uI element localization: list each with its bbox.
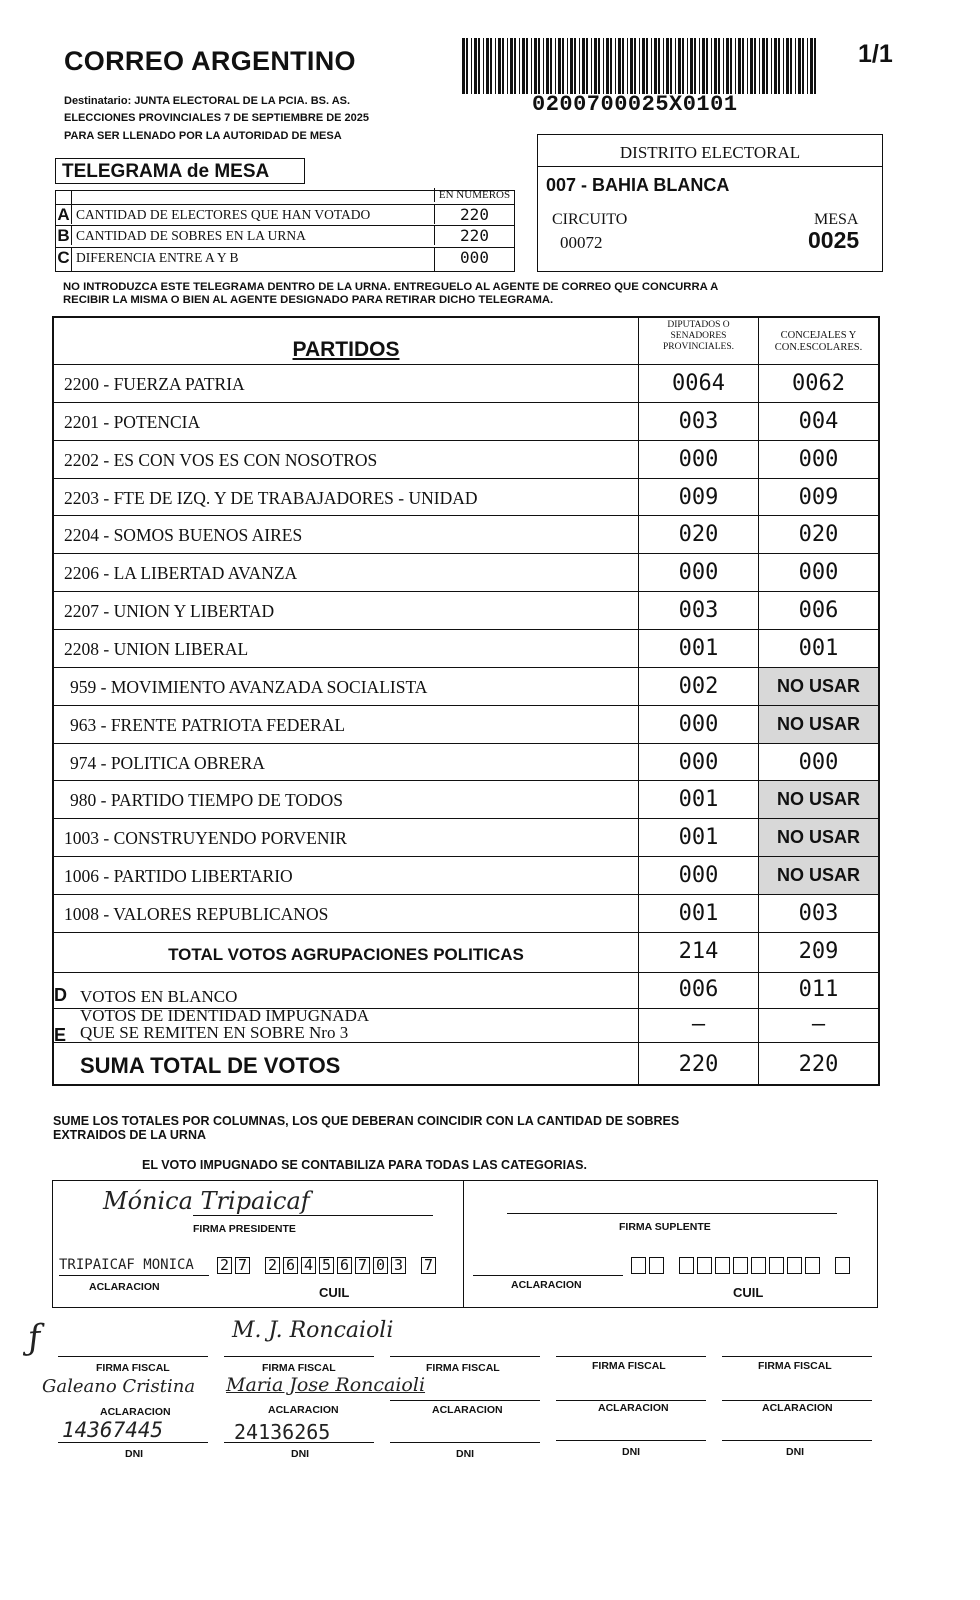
dni-label-3: DNI [456,1448,475,1460]
presidente-sign-line [193,1215,433,1216]
barcode-bar [675,38,676,94]
party-v2: NO USAR [758,819,878,856]
party-row [54,364,878,402]
party-row [54,780,878,818]
barcode-bar [486,38,489,94]
aclaracion-fiscal-2: ACLARACION [268,1404,339,1416]
circuito-label: CIRCUITO [552,211,628,228]
fiscal2-signature: M. J. Roncaioli [232,1318,394,1343]
fiscal1-aclaracion: Galeano Cristina [42,1376,196,1397]
party-v2: 009 [758,479,878,516]
firma-fiscal-1: FIRMA FISCAL [96,1362,170,1374]
party-name: 1003 - CONSTRUYENDO PORVENIR [64,828,347,849]
party-v2: 000 [758,744,878,781]
impugnada-line1: VOTOS DE IDENTIDAD IMPUGNADA [80,1006,370,1025]
cuil-empty-box[interactable] [715,1257,730,1274]
barcode-bar [699,38,700,94]
abc-label: CANTIDAD DE ELECTORES QUE HAN VOTADO [76,207,371,222]
barcode-bar [639,38,640,94]
abc-letter: A [56,205,72,224]
party-name: 963 - FRENTE PATRIOTA FEDERAL [70,714,346,735]
party-name: 2201 - POTENCIA [64,411,201,432]
abc-letter: C [56,248,72,271]
col1-line2: SENADORES [670,331,727,341]
cuil-label-1: CUIL [319,1285,350,1300]
dni-label-5: DNI [786,1446,805,1458]
barcode-bar [490,38,492,94]
cuil-empty-box[interactable] [751,1257,766,1274]
party-v2: 000 [758,554,878,591]
sume-line-1: SUME LOS TOTALES POR COLUMNAS, LOS QUE DEBERAN COINCIDIR CON LA CANTIDAD DE SOBRES [53,1114,680,1128]
barcode-bar [658,38,660,94]
aviso-line-1: NO INTRODUZCA ESTE TELEGRAMA DENTRO DE LA URNA. ENTREGUELO AL AGENTE DE CORREO QUE CONCURRA A [63,281,719,293]
barcode-bar [507,38,508,94]
presidente-name: TRIPAICAF MONICA [59,1257,194,1273]
suma-v2: 220 [758,1043,878,1086]
cuil-digit-box: 0 [373,1257,388,1274]
party-v2: 006 [758,592,878,629]
fiscal5-sign-line [722,1356,872,1357]
fiscal5-dni-line [722,1440,872,1441]
aclaracion-label-1: ACLARACION [89,1281,160,1293]
barcode-bar [474,38,477,94]
barcode-number: 0200700025X0101 [532,92,738,117]
party-v2: 020 [758,516,878,553]
cuil-empty-box[interactable] [787,1257,802,1274]
cuil-digit-box: 7 [355,1257,370,1274]
barcode-bar [654,38,657,94]
barcode-bar [694,38,696,94]
fiscal2-dni-line [224,1442,374,1443]
party-name: 2206 - LA LIBERTAD AVANZA [64,563,298,584]
blanco-v2: 011 [758,973,878,1008]
fiscal4-dni-line [556,1440,706,1441]
abc-value: 220 [434,205,514,224]
barcode-bar [783,38,784,94]
cuil-label-2: CUIL [733,1285,764,1300]
barcode-bar [687,38,688,94]
barcode-bar [555,38,556,94]
cuil-digit-box: 7 [235,1257,250,1274]
party-row [54,818,878,856]
party-row [54,515,878,553]
distrito-title: DISTRITO ELECTORAL [619,143,801,162]
brand-title: CORREO ARGENTINO [64,46,356,76]
fiscal1-sign-line [58,1356,208,1357]
suma-label: SUMA TOTAL DE VOTOS [80,1053,341,1078]
party-row [54,856,878,894]
barcode-bar [586,38,588,94]
fiscal4-sign-line [556,1356,706,1357]
impugnado-note: EL VOTO IMPUGNADO SE CONTABILIZA PARA TODAS LAS CATEGORIAS. [142,1158,587,1172]
party-v1: 009 [638,479,758,516]
cuil-empty-box[interactable] [805,1257,820,1274]
elecciones: ELECCIONES PROVINCIALES 7 DE SEPTIEMBRE DE 2025 [64,112,370,124]
barcode-bar [690,38,693,94]
barcode-bar [646,38,648,94]
barcode-bar [735,38,736,94]
suplente-sign-line [507,1213,837,1214]
sume-line-2: EXTRAIDOS DE LA URNA [53,1128,207,1142]
party-row [54,894,878,932]
party-v1: 001 [638,781,758,818]
cuil-empty-box[interactable] [733,1257,748,1274]
impugnada-row [54,1006,878,1045]
party-row [54,591,878,629]
barcode-bar [495,38,496,94]
aclaracion-fiscal-1: ACLARACION [100,1406,171,1418]
party-v2: 004 [758,403,878,440]
party-v2: NO USAR [758,857,878,894]
total-label: TOTAL VOTOS AGRUPACIONES POLITICAS [168,945,524,964]
party-v1: 000 [638,554,758,591]
impugnada-letter: E [54,1025,67,1045]
barcode-bar [786,38,789,94]
party-row [54,667,878,705]
cuil-digit-box: 7 [421,1257,436,1274]
barcode-bar [618,38,621,94]
barcode-bar [462,38,465,94]
barcode-bar [591,38,592,94]
total-row [54,932,878,972]
party-row [54,629,878,667]
party-v1: 001 [638,819,758,856]
fiscal5-aclaracion-line [722,1400,872,1401]
presidente-aclaracion-line [59,1275,209,1276]
party-name: 2208 - UNION LIBERAL [64,639,249,660]
barcode-bar [754,38,756,94]
party-v2: 0062 [758,365,878,402]
cuil-digit-box: 3 [391,1257,406,1274]
party-v1: 000 [638,744,758,781]
aclaracion-fiscal-5: ACLARACION [762,1402,833,1414]
barcode-bar [714,38,717,94]
col2-line2: CON.ESCOLARES. [774,342,863,353]
barcode-bar [798,38,801,94]
suma-v1: 220 [638,1043,758,1086]
blanco-label: VOTOS EN BLANCO [80,987,238,1006]
dni-label-4: DNI [622,1446,641,1458]
col1-line1: DIPUTADOS O [667,320,730,330]
firma-fiscal-5: FIRMA FISCAL [758,1360,832,1372]
abc-label: CANTIDAD DE SOBRES EN LA URNA [76,228,306,243]
barcode-bar [702,38,705,94]
suma-row [54,1042,878,1086]
abc-row-b [56,225,514,245]
cuil-empty-box[interactable] [631,1257,646,1274]
en-numeros-header: EN NUMEROS [434,188,514,202]
barcode-bar [666,38,669,94]
party-v1: 000 [638,857,758,894]
abc-row-c [56,247,514,271]
barcode-bar [670,38,672,94]
barcode-bar [678,38,681,94]
barcode-bar [630,38,633,94]
barcode-bar [615,38,616,94]
barcode-bar [790,38,792,94]
aclaracion-fiscal-4: ACLARACION [598,1402,669,1414]
impugnada-label [80,1007,369,1041]
fiscal1-signature: ƒ [26,1317,42,1359]
distrito-box [537,134,883,272]
barcode-bar [747,38,748,94]
barcode-bar [610,38,612,94]
barcode-bar [723,38,724,94]
fiscal1-dni-line [58,1442,208,1443]
party-v1: 002 [638,668,758,705]
abc-table [55,190,515,272]
fiscal3-dni-line [390,1442,540,1443]
blanco-v1: 006 [638,973,758,1008]
aclaracion-label-2: ACLARACION [511,1279,582,1291]
barcode-bar [579,38,580,94]
barcode-bar [738,38,741,94]
party-row [54,743,878,781]
party-v2: NO USAR [758,781,878,818]
dni-label-1: DNI [125,1448,144,1460]
cuil-empty-box[interactable] [697,1257,712,1274]
total-v1: 214 [638,933,758,972]
cuil-empty-box[interactable] [649,1257,664,1274]
fiscal2-aclaracion: Maria Jose Roncaioli [226,1374,426,1396]
party-v1: 001 [638,895,758,932]
distrito-name: 007 - BAHIA BLANCA [546,175,730,195]
party-name: 959 - MOVIMIENTO AVANZADA SOCIALISTA [70,676,428,697]
party-v2: 000 [758,441,878,478]
fiscal3-aclaracion-line [390,1400,540,1401]
barcode-bar [762,38,765,94]
barcode-bar [718,38,720,94]
barcode-bar [706,38,708,94]
party-v1: 001 [638,630,758,667]
barcode-bar [502,38,504,94]
barcode-bar [582,38,585,94]
total-v2: 209 [758,933,878,972]
header-partidos: PARTIDOS [292,338,400,361]
barcode-bar [550,38,552,94]
barcode-bar [726,38,729,94]
cuil-digit-box: 6 [283,1257,298,1274]
barcode-bar [570,38,573,94]
party-v1: 020 [638,516,758,553]
barcode-bar [795,38,796,94]
fiscal4-aclaracion-line [556,1400,706,1401]
barcode-bar [750,38,753,94]
barcode-bar [598,38,600,94]
fiscal2-sign-line [224,1356,374,1357]
party-name: 2200 - FUERZA PATRIA [64,374,245,394]
abc-value: 000 [434,248,514,271]
barcode-bar [543,38,544,94]
barcode-bar [574,38,576,94]
fiscal2-dni: 24136265 [234,1420,331,1444]
header-col-diputados [638,318,758,364]
suplente-aclaracion-line [473,1275,623,1276]
party-name: 1008 - VALORES REPUBLICANOS [64,904,329,925]
firma-fiscal-3: FIRMA FISCAL [426,1362,500,1374]
barcode-bar [711,38,712,94]
barcode-bar [810,38,813,94]
cuil-digit-box: 2 [265,1257,280,1274]
party-row [54,402,878,440]
mesa-label: MESA [814,211,859,228]
barcode-bar [471,38,472,94]
cuil-empty-box[interactable] [769,1257,784,1274]
aviso-line-2: RECIBIR LA MISMA O BIEN AL AGENTE DESIGNADO PARA RETIRAR DICHO TELEGRAMA. [63,294,554,306]
fiscal1-dni: 14367445 [62,1418,164,1442]
mesa-value: 0025 [808,227,860,253]
blanco-row [54,972,878,1008]
party-name: 974 - POLITICA OBRERA [70,752,265,773]
firma-fiscal-2: FIRMA FISCAL [262,1362,336,1374]
barcode-bar [519,38,520,94]
barcode-bar [634,38,636,94]
party-v1: 0064 [638,365,758,402]
cuil-digit-box: 6 [337,1257,352,1274]
abc-value: 220 [434,226,514,245]
barcode-bar [774,38,777,94]
table-header-row [54,318,878,364]
results-table [52,316,880,1086]
party-name: 2204 - SOMOS BUENOS AIRES [64,525,303,546]
barcode-bar [766,38,768,94]
barcode-bar [498,38,501,94]
barcode-bar [730,38,732,94]
distrito-divider [538,166,882,167]
party-name: 1006 - PARTIDO LIBERTARIO [64,866,293,887]
barcode-bar [562,38,564,94]
firma-suplente-label: FIRMA SUPLENTE [619,1221,711,1233]
page-number: 1/1 [858,40,893,68]
party-row [54,478,878,516]
barcode-bar [778,38,780,94]
barcode-bar [627,38,628,94]
abc-row-a [56,204,514,224]
abc-letter: B [56,226,72,245]
barcode-bar [771,38,772,94]
cuil-empty-box[interactable] [835,1257,850,1274]
party-name: 980 - PARTIDO TIEMPO DE TODOS [70,790,343,811]
firma-fiscal-4: FIRMA FISCAL [592,1360,666,1372]
cuil-digit-box: 5 [319,1257,334,1274]
barcode-bar [742,38,744,94]
col1-line3: PROVINCIALES. [663,342,734,352]
barcode-bar [642,38,645,94]
presidente-signature: Mónica Tripaicaf [103,1187,310,1215]
barcode-bar [514,38,516,94]
barcode-bar [594,38,597,94]
abc-corner [56,191,72,205]
circuito-value: 00072 [560,233,603,252]
abc-label: DIFERENCIA ENTRE A Y B [76,250,239,265]
sig-divider [463,1181,464,1307]
barcode-bar [510,38,513,94]
barcode-bar [603,38,604,94]
impugnada-v1: — [638,1009,758,1042]
party-name: 2203 - FTE DE IZQ. Y DE TRABAJADORES - UNIDAD [64,487,478,508]
fiscal3-sign-line [390,1356,540,1357]
blanco-letter: D [54,985,67,1005]
barcode-bar [483,38,484,94]
col2-line1: CONCEJALES Y [780,330,857,341]
destinatario: Destinatario: JUNTA ELECTORAL DE LA PCIA. BS. AS. [64,95,351,107]
party-name: 2202 - ES CON VOS ES CON NOSOTROS [64,449,378,470]
cuil-digit-box: 2 [217,1257,232,1274]
party-row [54,440,878,478]
impugnada-line2: QUE SE REMITEN EN SOBRE Nro 3 [80,1023,349,1042]
party-v1: 003 [638,592,758,629]
barcode-bar [682,38,684,94]
barcode-bar [663,38,664,94]
barcode-bar [567,38,568,94]
party-v1: 000 [638,706,758,743]
aclaracion-fiscal-3: ACLARACION [432,1404,503,1416]
llenado: PARA SER LLENADO POR LA AUTORIDAD DE MESA [64,130,342,142]
party-name: 2207 - UNION Y LIBERTAD [64,601,275,622]
header-col-concejales [758,318,878,364]
party-v1: 003 [638,403,758,440]
party-v2: NO USAR [758,706,878,743]
party-v2: 003 [758,895,878,932]
firma-presidente-label: FIRMA PRESIDENTE [193,1223,296,1235]
party-row [54,553,878,591]
signature-box [52,1180,878,1308]
barcode-bar [522,38,525,94]
party-v2: 001 [758,630,878,667]
barcode-bar [651,38,652,94]
barcode-bar [558,38,561,94]
dni-label-2: DNI [291,1448,310,1460]
barcode-bar [814,38,816,94]
barcode-bar [531,38,532,94]
barcode-bar [807,38,808,94]
telegrama-title: TELEGRAMA de MESA [55,158,305,184]
barcode-bar [534,38,537,94]
party-v2: NO USAR [758,668,878,705]
party-row [54,705,878,743]
cuil-empty-box[interactable] [679,1257,694,1274]
barcode-bar [478,38,480,94]
party-v1: 000 [638,441,758,478]
barcode [462,38,818,94]
barcode-bar [546,38,549,94]
barcode-bar [526,38,528,94]
barcode-bar [802,38,804,94]
barcode-bar [622,38,624,94]
barcode-bar [606,38,609,94]
cuil-digit-box: 4 [301,1257,316,1274]
barcode-bar [466,38,468,94]
barcode-bar [759,38,760,94]
barcode-bar [538,38,540,94]
impugnada-v2: — [758,1009,878,1042]
